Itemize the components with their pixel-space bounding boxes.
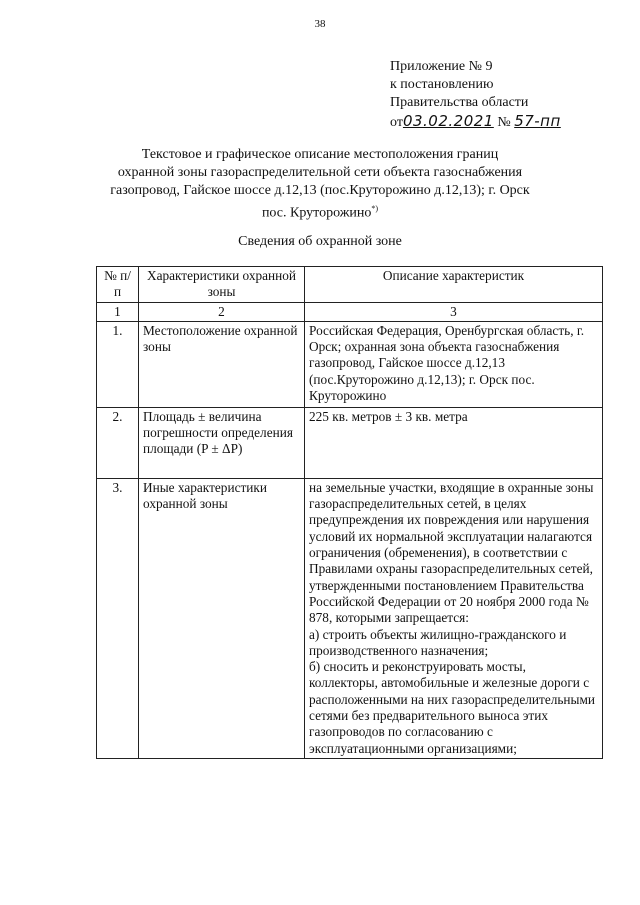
table-header-row <box>97 267 603 303</box>
restriction-item: а) строить объекты жилищно-гражданского и производственного назначения; <box>309 626 567 658</box>
header-description: Описание характеристик <box>305 267 603 303</box>
section-subtitle: Сведения об охранной зоне <box>238 234 402 249</box>
appendix-block <box>390 58 561 132</box>
restriction-item: б) сносить и реконструировать мосты, коллекторы, автомобильные и железные дороги с расположенными на них газораспределительными сетями без предварительного выноса этих газопроводов по согласованию с эксплуатационными организациями; <box>309 659 596 756</box>
row-description <box>305 478 603 758</box>
table-row <box>97 478 603 758</box>
handwritten-date: 03.02.2021 <box>402 112 494 130</box>
appendix-date-line <box>390 112 561 132</box>
row-description-intro: на земельные участки, входящие в охранные зоны газораспределительных сетей, в целях предупреждения их повреждения или нарушения условий их нормальной эксплуатации налагаются ограничения (обременения), в соответствии с Правилами охраны газораспределительных сетей, утвержденными постановлением Правительства Российской Федерации от 20 ноября 2000 года № 878, которыми запрещается: <box>309 479 594 626</box>
document-title <box>100 146 540 223</box>
table-row <box>97 407 603 478</box>
title-line-2: охранной зоны газораспределительной сети объекта газоснабжения <box>117 165 523 180</box>
zone-info-table <box>96 266 603 759</box>
appendix-line-2: к постановлению <box>390 77 494 92</box>
header-num: № п/п <box>97 267 139 303</box>
title-line-3: газопровод, Гайское шоссе д.12,13 (пос.Круторожино д.12,13); г. Орск <box>110 183 530 198</box>
title-line-4 <box>100 200 540 223</box>
title-line-1: Текстовое и графическое описание местоположения границ <box>141 147 499 162</box>
row-num: 3. <box>97 478 139 758</box>
row-num: 2. <box>97 407 139 478</box>
appendix-line-1: Приложение № 9 <box>390 59 493 74</box>
title-line-4-text: пос. Круторожино <box>261 205 372 221</box>
table-row <box>97 321 603 407</box>
row-characteristic: Местоположение охранной зоны <box>139 321 305 407</box>
colnum-2: 2 <box>139 302 305 321</box>
date-prefix: от <box>390 115 403 130</box>
handwritten-number: 57-пп <box>514 112 561 130</box>
table-colnum-row <box>97 302 603 321</box>
footnote-mark: *) <box>371 204 379 213</box>
row-description: Российская Федерация, Оренбургская область, г. Орск; охранная зона объекта газоснабжения газопровод, Гайское шоссе д.12,13 (пос.Круторожино д.12,13); г. Орск пос. Круторожино <box>305 321 603 407</box>
page-number: 38 <box>314 18 326 30</box>
row-description: 225 кв. метров ± 3 кв. метра <box>305 407 603 478</box>
row-characteristic: Площадь ± величина погрешности определения площади (P ± ΔP) <box>139 407 305 478</box>
number-prefix: № <box>497 115 511 130</box>
colnum-3: 3 <box>305 302 603 321</box>
appendix-line-3: Правительства области <box>390 95 529 110</box>
header-characteristics: Характеристики охранной зоны <box>139 267 305 303</box>
row-num: 1. <box>97 321 139 407</box>
row-characteristic: Иные характеристики охранной зоны <box>139 478 305 758</box>
colnum-1: 1 <box>97 302 139 321</box>
